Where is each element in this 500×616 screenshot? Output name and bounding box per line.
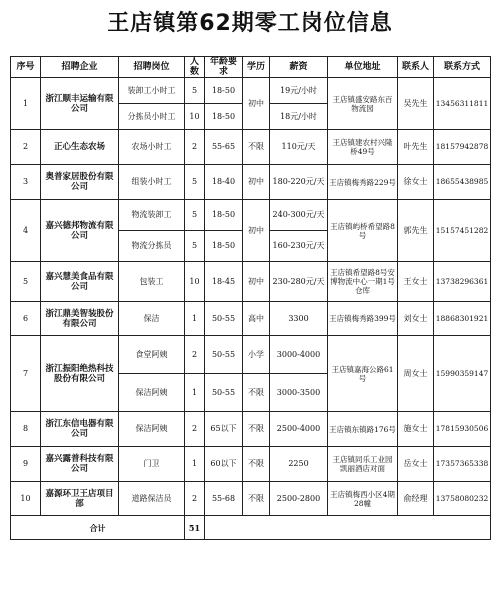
cell-post: 农场小时工 [119, 130, 185, 165]
table-row [11, 447, 491, 482]
cell-no: 10 [11, 482, 41, 516]
cell-post: 包装工 [119, 262, 185, 302]
total-label: 合计 [11, 516, 185, 540]
cell-edu: 初中 [243, 165, 270, 200]
cell-contact: 王女士 [398, 262, 434, 302]
cell-edu: 不限 [243, 374, 270, 412]
table-row [11, 482, 491, 516]
cell-salary: 2500-2800 [270, 482, 328, 516]
cell-contact: 郭先生 [398, 200, 434, 262]
cell-count: 1 [185, 447, 205, 482]
cell-count: 10 [185, 262, 205, 302]
cell-count: 2 [185, 336, 205, 374]
cell-count: 5 [185, 231, 205, 262]
cell-age: 60以下 [205, 447, 243, 482]
table-row [11, 165, 491, 200]
table-row [11, 78, 491, 104]
cell-phone: 15990359147 [434, 336, 491, 412]
header-age: 年龄要求 [205, 57, 243, 78]
cell-post: 食堂阿姨 [119, 336, 185, 374]
cell-address: 王店镇梅西小区4期28幢 [328, 482, 398, 516]
cell-company: 嘉兴慧美食品有限公司 [41, 262, 119, 302]
cell-age: 50-55 [205, 302, 243, 336]
cell-no: 9 [11, 447, 41, 482]
cell-age: 18-50 [205, 200, 243, 231]
cell-age: 18-50 [205, 104, 243, 130]
cell-salary: 160-230元/天 [270, 231, 328, 262]
table-row [11, 412, 491, 447]
cell-contact: 周女士 [398, 336, 434, 412]
cell-contact: 施女士 [398, 412, 434, 447]
cell-post: 装卸工小时工 [119, 78, 185, 104]
header-edu: 学历 [243, 57, 270, 78]
cell-salary: 3000-3500 [270, 374, 328, 412]
cell-salary: 3000-4000 [270, 336, 328, 374]
cell-contact: 岳女士 [398, 447, 434, 482]
cell-salary: 19元/小时 [270, 78, 328, 104]
cell-phone: 13456311811 [434, 78, 491, 130]
cell-post: 组装小时工 [119, 165, 185, 200]
cell-company: 浙江顺丰运输有限公司 [41, 78, 119, 130]
cell-salary: 240-300元/天 [270, 200, 328, 231]
cell-age: 18-40 [205, 165, 243, 200]
cell-no: 1 [11, 78, 41, 130]
cell-phone: 17357365338 [434, 447, 491, 482]
cell-contact: 叶先生 [398, 130, 434, 165]
page-title: 王店镇第62期零工岗位信息 [107, 11, 393, 36]
cell-address: 王店镇希望路8号安博物流中心一期1号仓库 [328, 262, 398, 302]
cell-no: 5 [11, 262, 41, 302]
cell-address: 王店镇屿桥希望路8号 [328, 200, 398, 262]
cell-post: 物流分拣员 [119, 231, 185, 262]
cell-edu: 不限 [243, 412, 270, 447]
cell-no: 4 [11, 200, 41, 262]
cell-no: 6 [11, 302, 41, 336]
cell-edu: 不限 [243, 130, 270, 165]
header-company: 招聘企业 [41, 57, 119, 78]
header-count: 人数 [185, 57, 205, 78]
cell-salary: 2500-4000 [270, 412, 328, 447]
cell-count: 5 [185, 200, 205, 231]
cell-address: 王店镇梅秀路229号 [328, 165, 398, 200]
cell-company: 嘉源环卫王店项目部 [41, 482, 119, 516]
cell-edu: 高中 [243, 302, 270, 336]
cell-salary: 180-220元/天 [270, 165, 328, 200]
cell-post: 保洁阿姨 [119, 412, 185, 447]
cell-salary: 230-280元/天 [270, 262, 328, 302]
cell-count: 5 [185, 78, 205, 104]
cell-address: 王店镇盛安路东百物流园 [328, 78, 398, 130]
cell-edu: 不限 [243, 482, 270, 516]
cell-count: 1 [185, 374, 205, 412]
cell-age: 18-50 [205, 78, 243, 104]
cell-post: 分拣员小时工 [119, 104, 185, 130]
table-row [11, 262, 491, 302]
cell-contact: 俞经理 [398, 482, 434, 516]
cell-no: 3 [11, 165, 41, 200]
header-no: 序号 [11, 57, 41, 78]
cell-post: 门卫 [119, 447, 185, 482]
cell-count: 2 [185, 130, 205, 165]
cell-company: 浙江东信电器有限公司 [41, 412, 119, 447]
header-address: 单位地址 [328, 57, 398, 78]
table-row [11, 302, 491, 336]
cell-company: 嘉兴德邦物流有限公司 [41, 200, 119, 262]
cell-post: 道路保洁员 [119, 482, 185, 516]
cell-age: 18-50 [205, 231, 243, 262]
cell-company: 嘉兴露普科技有限公司 [41, 447, 119, 482]
cell-phone: 13758080232 [434, 482, 491, 516]
cell-address: 王店镇嘉海公路61号 [328, 336, 398, 412]
cell-phone: 18157942878 [434, 130, 491, 165]
cell-count: 10 [185, 104, 205, 130]
cell-salary: 18元/小时 [270, 104, 328, 130]
cell-phone: 17815930506 [434, 412, 491, 447]
cell-post: 保洁 [119, 302, 185, 336]
cell-edu: 不限 [243, 447, 270, 482]
cell-edu: 小学 [243, 336, 270, 374]
cell-no: 7 [11, 336, 41, 412]
table-row [11, 200, 491, 231]
cell-age: 65以下 [205, 412, 243, 447]
cell-post: 保洁阿姨 [119, 374, 185, 412]
cell-edu: 初中 [243, 78, 270, 130]
table-row [11, 130, 491, 165]
cell-contact: 吴先生 [398, 78, 434, 130]
header-contact: 联系人 [398, 57, 434, 78]
cell-count: 1 [185, 302, 205, 336]
cell-salary: 2250 [270, 447, 328, 482]
cell-age: 50-55 [205, 374, 243, 412]
cell-salary: 3300 [270, 302, 328, 336]
header-row [11, 57, 491, 78]
cell-age: 50-55 [205, 336, 243, 374]
job-table [10, 56, 491, 540]
total-empty [205, 516, 491, 540]
cell-address: 王店镇东镇路176号 [328, 412, 398, 447]
header-post: 招聘岗位 [119, 57, 185, 78]
cell-age: 18-45 [205, 262, 243, 302]
cell-address: 王店镇同乐工业园凯丽酒店对面 [328, 447, 398, 482]
header-phone: 联系方式 [434, 57, 491, 78]
cell-count: 2 [185, 482, 205, 516]
cell-company: 浙江鼎美智装股份有限公司 [41, 302, 119, 336]
cell-phone: 15157451282 [434, 200, 491, 262]
cell-company: 奥普家居股份有限公司 [41, 165, 119, 200]
total-count: 51 [185, 516, 205, 540]
cell-count: 2 [185, 412, 205, 447]
header-salary: 薪资 [270, 57, 328, 78]
cell-company: 正心生态农场 [41, 130, 119, 165]
cell-no: 2 [11, 130, 41, 165]
cell-address: 王店镇建农村兴隆桥49号 [328, 130, 398, 165]
table-row [11, 336, 491, 374]
cell-edu: 初中 [243, 262, 270, 302]
cell-company: 浙江振阳绝热科技股份有限公司 [41, 336, 119, 412]
cell-salary: 110元/天 [270, 130, 328, 165]
cell-no: 8 [11, 412, 41, 447]
cell-address: 王店镇梅秀路399号 [328, 302, 398, 336]
cell-age: 55-68 [205, 482, 243, 516]
cell-phone: 18868301921 [434, 302, 491, 336]
cell-phone: 18655438985 [434, 165, 491, 200]
total-row [11, 516, 491, 540]
cell-count: 5 [185, 165, 205, 200]
cell-edu: 初中 [243, 200, 270, 262]
cell-contact: 徐女士 [398, 165, 434, 200]
cell-phone: 13738296361 [434, 262, 491, 302]
cell-age: 55-65 [205, 130, 243, 165]
cell-contact: 刘女士 [398, 302, 434, 336]
cell-post: 物流装卸工 [119, 200, 185, 231]
